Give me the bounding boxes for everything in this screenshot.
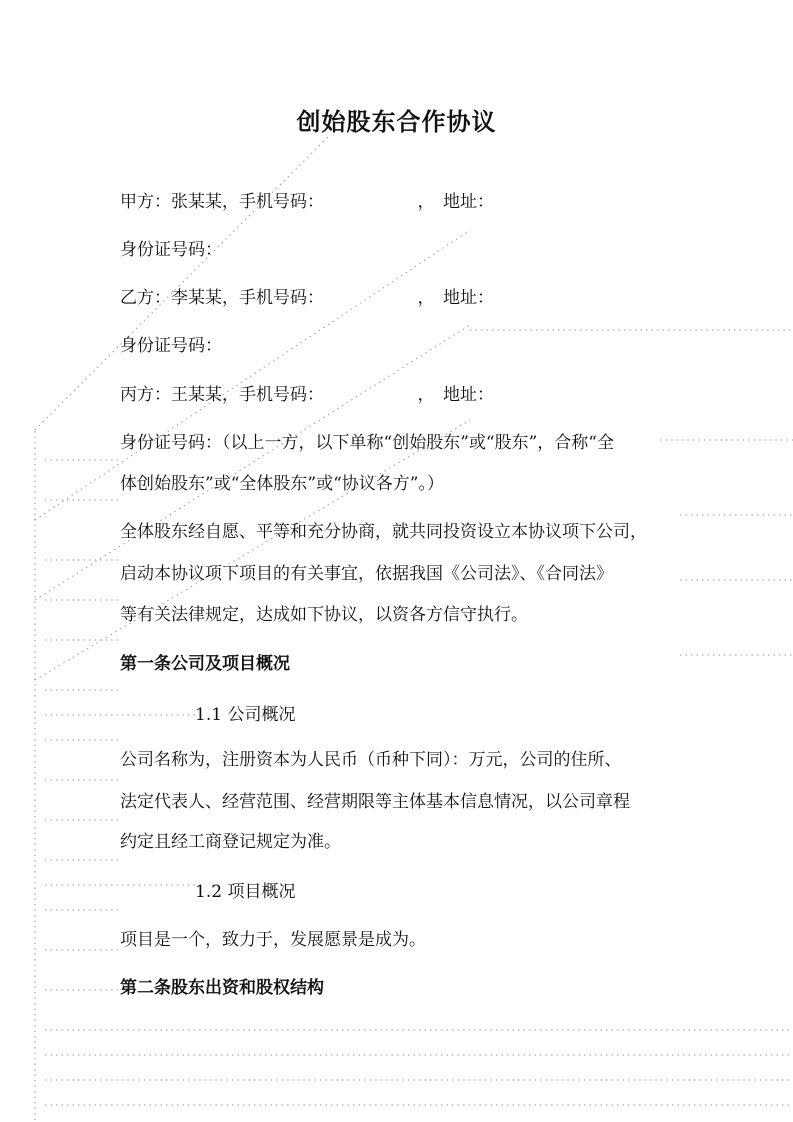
- intro-paragraph-line-2: 启动本协议项下项目的有关事宜，依据我国《公司法》、《合同法》: [120, 564, 613, 584]
- section-1-1-line-2: 法定代表人、经营范围、经营期限等主体基本信息情况，以公司章程: [120, 792, 630, 812]
- party-c-id-line: 身份证号码：（以上一方，以下单称“创始股东”或“股东”，合称“全: [120, 433, 614, 453]
- document-title: 创始股东合作协议: [296, 107, 497, 136]
- party-b-line: 乙方：李某某，手机号码： ， 地址：: [120, 288, 494, 308]
- section-1-2-line-1: 项目是一个，致力于，发展愿景是成为。: [120, 930, 426, 950]
- section-1-1-line-1: 公司名称为，注册资本为人民币（币种下同）：万元，公司的住所、: [120, 750, 622, 770]
- party-b-id-line: 身份证号码：: [120, 336, 222, 356]
- section-1-2-title: 1.2 项目概况: [195, 882, 296, 902]
- article-2-heading: 第二条股东出资和股权结构: [120, 978, 324, 998]
- party-c-id-line-2: 体创始股东”或“全体股东”或“协议各方”。）: [120, 474, 444, 494]
- section-1-1-title: 1.1 公司概况: [195, 705, 296, 725]
- article-1-heading: 第一条公司及项目概况: [120, 654, 290, 674]
- intro-paragraph-line-3: 等有关法律规定，达成如下协议，以资各方信守执行。: [120, 605, 528, 625]
- party-a-line: 甲方：张某某，手机号码： ， 地址：: [120, 192, 494, 212]
- intro-paragraph-line-1: 全体股东经自愿、平等和充分协商，就共同投资设立本协议项下公司，: [120, 522, 647, 542]
- party-a-id-line: 身份证号码：: [120, 240, 222, 260]
- party-c-line: 丙方：王某某，手机号码： ， 地址：: [120, 385, 494, 405]
- section-1-1-line-3: 约定且经工商登记规定为准。: [120, 832, 341, 852]
